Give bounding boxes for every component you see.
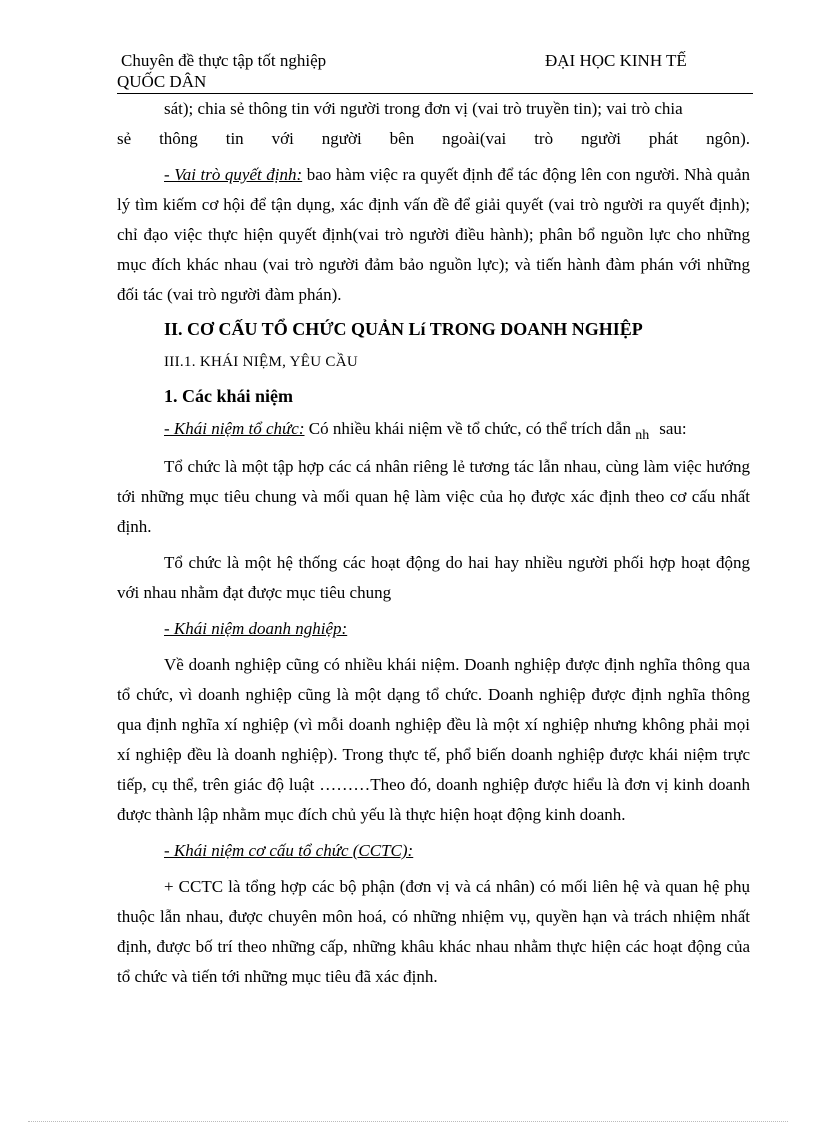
org-concept-label: - Khái niệm tổ chức: — [164, 419, 305, 438]
enterprise-concept-label: - Khái niệm doanh nghiệp: — [164, 619, 348, 638]
org-concept-text: Có nhiều khái niệm về tổ chức, có thể trích dẫn — [304, 419, 636, 438]
decision-role-text: bao hàm việc ra quyết định để tác động lên con người. Nhà quản lý tìm kiếm cơ hội để tận dụng, xác định vấn đề để giải quyết (vai trò người ra quyết định); chỉ đạo việc thực hiện quyết định(vai trò người điều hành); phân bổ nguồn lực cho những mục đích khác nhau (vai trò người đảm bảo nguồn lực); và tiến hành đàm phán với những đối tác (vai trò người đàm phán). — [117, 165, 751, 304]
org-concept-tail: sau: — [659, 419, 687, 438]
cctc-concept-label: - Khái niệm cơ cấu tổ chức (CCTC): — [164, 841, 414, 860]
paragraph-roles-line1-text: sát); chia sẻ thông tin với người trong đơn vị (vai trò truyền tin); vai trò chia — [164, 99, 683, 118]
section-heading-ii: II. CƠ CẤU TỔ CHỨC QUẢN Lí TRONG DOANH NGHIỆP — [164, 319, 643, 339]
paragraph-decision-role — [117, 160, 750, 310]
header-right-text: ĐẠI HỌC KINH TẾ — [545, 51, 687, 70]
header-left-text: Chuyên đề thực tập tốt nghiệp — [121, 51, 327, 70]
paragraph-cctc-definition: + CCTC là tổng hợp các bộ phận (đơn vị và cá nhân) có mối liên hệ và quan hệ phụ thuộc lẫn nhau, được chuyên môn hoá, có những nhiệm vụ, quyền hạn và trách nhiệm nhất định, được bố trí theo những cấp, những khâu khác nhau nhằm thực hiện các hoạt động của tổ chức và tiến tới những mục tiêu đã xác định. — [117, 877, 750, 986]
heading-concepts: 1. Các khái niệm — [164, 386, 294, 406]
subsection-heading-iii1: III.1. KHÁI NIỆM, YÊU CẦU — [164, 354, 358, 370]
paragraph-org-concept — [117, 414, 750, 446]
paragraph-roles-line2 — [117, 124, 750, 154]
page-bottom-border — [28, 1121, 788, 1122]
paragraph-org-definition-2: Tổ chức là một hệ thống các hoạt động do hai hay nhiều người phối hợp hoạt động với nhau nhằm đạt được mục tiêu chung — [117, 553, 750, 602]
paragraph-cctc-label — [117, 836, 750, 866]
org-concept-subscript: nh — [635, 428, 650, 443]
paragraph-enterprise-definition: Về doanh nghiệp cũng có nhiều khái niệm. Doanh nghiệp được định nghĩa thông qua tổ chức, vì doanh nghiệp cũng là một dạng tổ chức. Doanh nghiệp được định nghĩa thông qua định nghĩa xí nghiệp (vì mỗi doanh nghiệp đều là một xí nghiệp nhưng không phải mọi xí nghiệp đều là doanh nghiệp). Trong thực tế, phổ biến doanh nghiệp được khái niệm trực tiếp, cụ thể, trên giác độ luật ………Theo đó, doanh nghiệp được hiểu là đơn vị kinh doanh được thành lập nhằm mục đích chủ yếu là thực hiện hoạt động kinh doanh. — [117, 655, 750, 824]
header-second-line: QUỐC DÂN — [117, 72, 207, 91]
paragraph-roles-line2-text: sẻ thông tin với người bên ngoài(vai trò người phát ngôn). — [117, 129, 750, 148]
paragraph-roles-line1 — [117, 94, 750, 124]
document-body — [117, 94, 750, 992]
paragraph-org-definition-1: Tổ chức là một tập hợp các cá nhân riêng lẻ tương tác lẫn nhau, cùng làm việc hướng tới những mục tiêu chung và mối quan hệ làm việc của họ được xác định theo cơ cấu nhất định. — [117, 457, 750, 536]
paragraph-enterprise-label — [117, 614, 750, 644]
decision-role-label: - Vai trò quyết định: — [164, 165, 303, 184]
